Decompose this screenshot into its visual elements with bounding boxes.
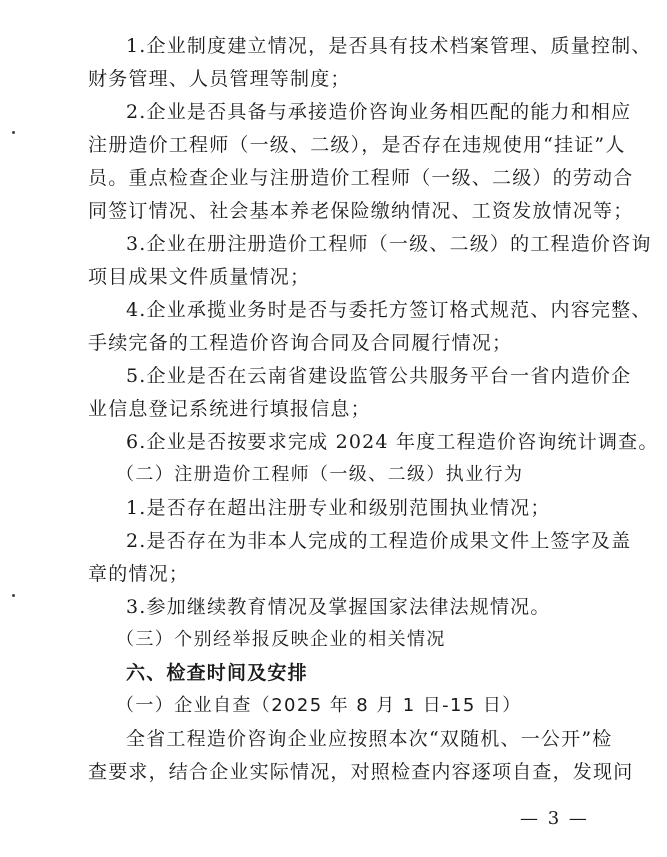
text-line: 全省工程造价咨询企业应按照本次“双随机、一公开”检 bbox=[126, 728, 613, 750]
text-line: 员。重点检查企业与注册造价工程师（一级、二级）的劳动合 bbox=[88, 167, 634, 189]
text-line: 业信息登记系统进行填报信息； bbox=[88, 398, 371, 420]
text-line: 2.是否存在为非本人完成的工程造价成果文件上签字及盖 bbox=[126, 530, 632, 552]
section-subheading: （一）企业自查（2025 年 8 月 1 日-15 日） bbox=[116, 695, 522, 716]
text-line: 查要求，结合企业实际情况，对照检查内容逐项自查，发现问 bbox=[88, 761, 634, 783]
text-line: 项目成果文件质量情况； bbox=[88, 266, 311, 288]
page-number: — 3 — bbox=[520, 808, 589, 829]
text-line: 财务管理、人员管理等制度； bbox=[88, 68, 351, 90]
scan-speck bbox=[12, 594, 15, 597]
text-line: 注册造价工程师（一级、二级），是否存在违规使用“挂证”人 bbox=[88, 134, 626, 156]
text-line: 3.企业在册注册造价工程师（一级、二级）的工程造价咨询 bbox=[126, 233, 652, 255]
text-line: 同签订情况、社会基本养老保险缴纳情况、工资发放情况等； bbox=[88, 200, 634, 222]
text-line: 1.是否存在超出注册专业和级别范围执业情况； bbox=[126, 497, 551, 519]
section-subheading: （二）注册造价工程师（一级、二级）执业行为 bbox=[116, 464, 524, 485]
text-line: 手续完备的工程造价咨询合同及合同履行情况； bbox=[88, 332, 513, 354]
text-line: 5.企业是否在云南省建设监管公共服务平台一省内造价企 bbox=[126, 365, 632, 387]
text-line: 4.企业承揽业务时是否与委托方签订格式规范、内容完整、 bbox=[126, 299, 652, 321]
text-line: 1.企业制度建立情况，是否具有技术档案管理、质量控制、 bbox=[126, 35, 652, 57]
scan-speck bbox=[12, 131, 15, 134]
text-line: 章的情况； bbox=[88, 563, 190, 585]
text-line: 3.参加继续教育情况及掌握国家法律法规情况。 bbox=[126, 596, 551, 618]
section-subheading: （三）个别经举报反映企业的相关情况 bbox=[116, 629, 446, 650]
section-heading: 六、检查时间及安排 bbox=[126, 662, 308, 684]
text-line: 2.企业是否具备与承接造价咨询业务相匹配的能力和相应 bbox=[126, 101, 632, 123]
text-line: 6.企业是否按要求完成 2024 年度工程造价咨询统计调查。 bbox=[126, 431, 659, 453]
